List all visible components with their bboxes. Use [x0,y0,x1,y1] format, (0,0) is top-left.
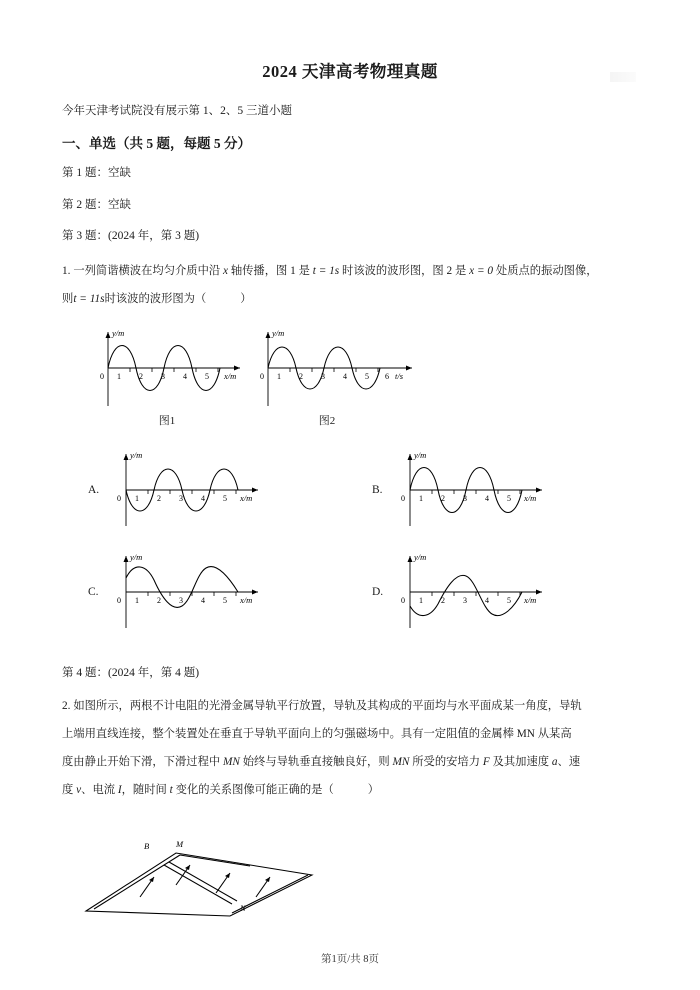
page-footer: 第1页/共 8页 [320,954,380,965]
problem-2-symbol-I: I [117,784,122,797]
page-title: 2024 天津高考物理真题 [262,62,438,81]
problem-2-line-4 [62,779,638,801]
section-heading: 一、单选（共 5 题，每题 5 分） [62,136,251,152]
decorative-highlight [610,72,636,82]
svg-text:1: 1 [117,371,121,381]
svg-text:2: 2 [157,493,161,503]
problem-2-text-4b: 、电流 [81,784,118,797]
problem-1-t11-equation: t = 11s [73,292,105,305]
svg-text:2: 2 [157,595,161,605]
svg-text:1: 1 [419,595,423,605]
diagram-label-M: M [176,839,184,850]
problem-2-number: 2. [62,699,71,712]
option-d-xticks [419,592,520,605]
option-row-ab [62,448,638,536]
option-c-y-label: y/m [130,551,143,562]
option-b-x-label: x/m [524,492,537,503]
problem-1-line2-b: 时该波的波形图为（ [104,292,207,305]
option-c-graph [110,550,270,632]
problem-2-symbol-F: F [482,756,490,769]
svg-text:2: 2 [441,595,445,605]
problem-2-symbol-v: v [76,784,82,797]
svg-text:4: 4 [183,371,187,381]
figure-2-y-label: y/m [272,327,285,338]
diagram-label-B: B [144,841,150,852]
svg-text:3: 3 [179,595,183,605]
option-b-y-label: y/m [414,449,427,460]
figure-2-origin: 0 [260,371,264,381]
question-3-header: 第 3 题：(2024 年，第 3 题) [62,230,200,243]
problem-2-text-3c: 所受的安培力 [409,756,483,769]
option-d-letter: D. [372,585,384,598]
problem-1-figures [62,324,638,442]
figure-2-caption: 图2 [318,414,336,427]
diagram-label-N: N [240,903,246,914]
problem-2-line-3 [62,751,638,773]
exam-note: 今年天津考试院没有展示第 1、2、5 三道小题 [62,105,292,117]
option-row-cd [62,550,638,642]
figure-2-x-label: t/s [395,370,404,381]
figure-1-x-label: x/m [224,370,237,381]
svg-text:5: 5 [507,493,511,503]
problem-2-mn-1: MN [222,756,240,769]
figure-1-caption: 图1 [158,414,176,427]
svg-text:1: 1 [135,595,139,605]
problem-2-text-4a: 度 [62,784,77,797]
problem-1-x-equation: x = 0 [469,264,494,277]
option-d-x-label: x/m [524,594,537,605]
svg-text:3: 3 [321,371,325,381]
figure-1-origin: 0 [100,371,104,381]
svg-text:3: 3 [161,371,165,381]
problem-2-text-4d: 变化的关系图像可能正确的是（ [172,784,334,797]
option-a-origin: 0 [117,493,121,503]
problem-2-text-4c: ，随时间 [121,784,170,797]
problem-1-text-b: 轴传播，图 1 是 [228,264,313,277]
svg-text:2: 2 [139,371,143,381]
svg-text:6: 6 [385,371,389,381]
svg-text:4: 4 [201,595,205,605]
svg-text:3: 3 [463,595,467,605]
svg-text:5: 5 [507,595,511,605]
figure-1 [92,324,252,428]
figure-2 [252,324,427,428]
problem-1-statement [62,260,638,282]
question-1-status: 第 1 题：空缺 [62,167,131,180]
option-b-graph [394,448,554,530]
magnetic-field-arrows [140,865,270,897]
figure-1-xticks [117,368,218,381]
option-c-letter: C. [88,585,99,598]
problem-1-text-a: 一列简谐横波在均匀介质中沿 [73,264,223,277]
option-c-origin: 0 [117,595,121,605]
problem-1-text-c: 时该波的波形图，图 2 是 [339,264,470,277]
svg-text:4: 4 [201,493,205,503]
problem-2-text-3e: 、速 [557,756,581,769]
option-d-graph [394,550,554,632]
problem-1-t-equation: t = 1s [312,264,340,277]
svg-text:3: 3 [463,493,467,503]
problem-1-statement-line2 [62,288,638,310]
svg-text:2: 2 [299,371,303,381]
problem-2-line-1 [62,695,638,717]
option-a-graph [110,448,270,530]
svg-text:5: 5 [205,371,209,381]
svg-text:5: 5 [365,371,369,381]
svg-text:1: 1 [419,493,423,503]
problem-1-number: 1. [62,264,71,277]
option-a-letter: A. [88,483,100,496]
svg-text:4: 4 [485,493,489,503]
problem-2-diagram [80,813,638,923]
svg-text:2: 2 [441,493,445,503]
problem-2-line-2: 上端用直线连接，整个装置处在垂直于导轨平面向上的匀强磁场中。具有一定阻值的金属棒 MN 从某高 [62,728,572,740]
problem-1-text-d: 处质点的振动图像， [493,264,598,277]
svg-text:4: 4 [485,595,489,605]
option-b-xticks [419,490,520,503]
problem-2-text-3a: 度由静止开始下滑，下滑过程中 [62,756,223,769]
svg-text:5: 5 [223,493,227,503]
problem-2-text-1: 如图所示，两根不计电阻的光滑金属导轨平行放置，导轨及其构成的平面均与水平面成某一角度，导轨 [73,699,582,712]
problem-2-mn-2: MN [392,756,410,769]
option-b-letter: B. [372,483,383,496]
problem-2-text-4e: ） [367,784,380,797]
option-b-origin: 0 [401,493,405,503]
option-a-x-label: x/m [240,492,253,503]
option-d-origin: 0 [401,595,405,605]
svg-text:3: 3 [179,493,183,503]
option-a-y-label: y/m [130,449,143,460]
problem-2-symbol-t: t [169,784,173,797]
question-2-status: 第 2 题：空缺 [62,198,131,211]
problem-2-symbol-a: a [551,756,558,769]
figure-2-xticks [277,368,389,381]
svg-text:1: 1 [277,371,281,381]
svg-text:1: 1 [135,493,139,503]
problem-1-line2-c: ） [240,292,252,305]
option-d-y-label: y/m [414,551,427,562]
svg-text:4: 4 [343,371,347,381]
problem-1-line2-a: 则 [62,292,74,305]
problem-2-text-3b: 始终与导轨垂直接触良好，则 [239,756,393,769]
question-4-header: 第 4 题：(2024 年，第 4 题) [62,666,200,679]
problem-1-x-symbol: x [223,264,229,277]
problem-2-text-3d: 及其加速度 [489,756,552,769]
option-c-x-label: x/m [240,594,253,605]
figure-1-y-label: y/m [112,327,125,338]
svg-text:5: 5 [223,595,227,605]
